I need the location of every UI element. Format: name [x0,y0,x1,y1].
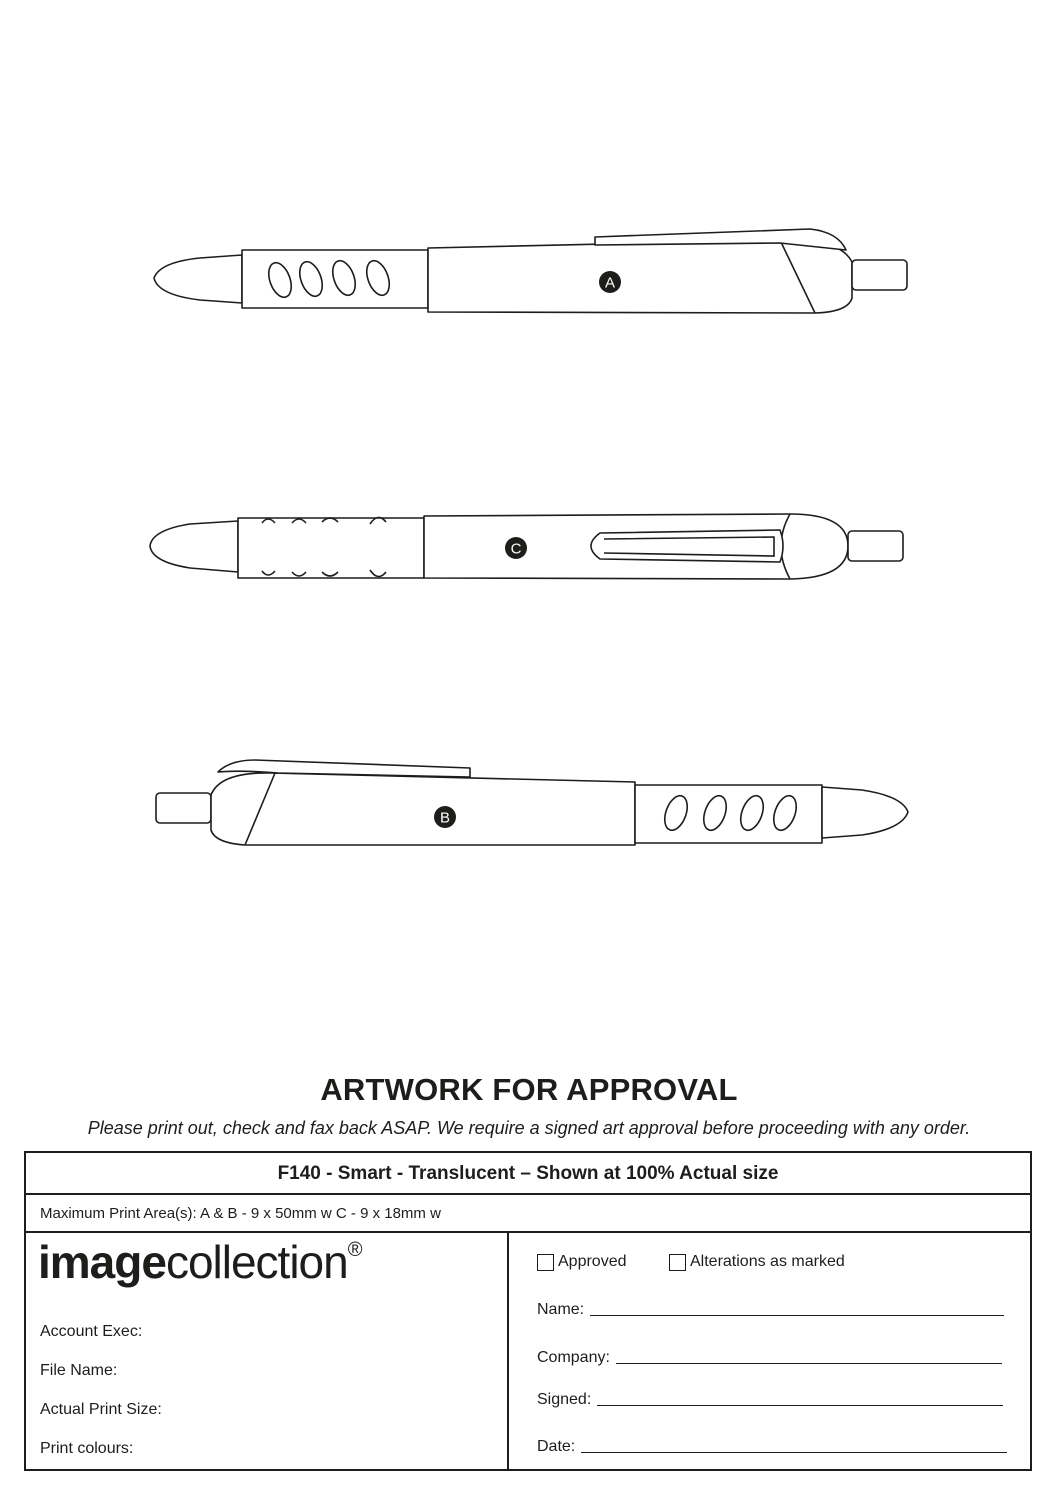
company-logo [38,1235,361,1289]
name-line[interactable] [590,1314,1004,1316]
registered-mark: ® [347,1239,362,1261]
name-label: Name: [537,1301,585,1318]
company-info-panel [26,1233,509,1469]
print-area-line: Maximum Print Area(s): A & B - 9 x 50mm w C - 9 x 18mm w [26,1195,1030,1233]
alterations-checkbox[interactable] [669,1254,686,1271]
logo-bold-text: image [38,1236,166,1288]
alterations-checkbox-group[interactable] [669,1253,845,1271]
actual-print-size-label: Actual Print Size: [40,1401,162,1418]
signoff-panel [509,1233,1030,1469]
date-field[interactable] [537,1438,1007,1456]
label-b: B [439,809,451,827]
approval-form [24,1151,1032,1471]
alterations-label: Alterations as marked [690,1253,845,1270]
signed-line[interactable] [597,1404,1003,1406]
date-line[interactable] [581,1451,1007,1453]
instructions-text: Please print out, check and fax back ASAP. We require a signed art approval before proceeding with any order. [87,1118,971,1138]
name-field[interactable] [537,1301,1004,1319]
company-label: Company: [537,1349,610,1366]
page-title: ARTWORK FOR APPROVAL [320,1072,738,1107]
signed-field[interactable] [537,1391,1003,1409]
pen-view-c [150,514,903,579]
approved-label: Approved [558,1253,627,1270]
label-a: A [604,274,616,292]
pen-view-a [154,229,907,313]
product-line: F140 - Smart - Translucent – Shown at 100% Actual size [26,1153,1030,1195]
label-c: C [510,540,522,558]
print-colours-label: Print colours: [40,1440,134,1457]
signed-label: Signed: [537,1391,592,1408]
company-field[interactable] [537,1349,1002,1367]
file-name-label: File Name: [40,1362,118,1379]
company-line[interactable] [616,1362,1002,1364]
approved-checkbox-group[interactable] [537,1253,627,1271]
approved-checkbox[interactable] [537,1254,554,1271]
pen-view-b [156,760,908,845]
account-exec-label: Account Exec: [40,1323,143,1340]
date-label: Date: [537,1438,576,1455]
logo-light-text: collection [165,1236,348,1288]
